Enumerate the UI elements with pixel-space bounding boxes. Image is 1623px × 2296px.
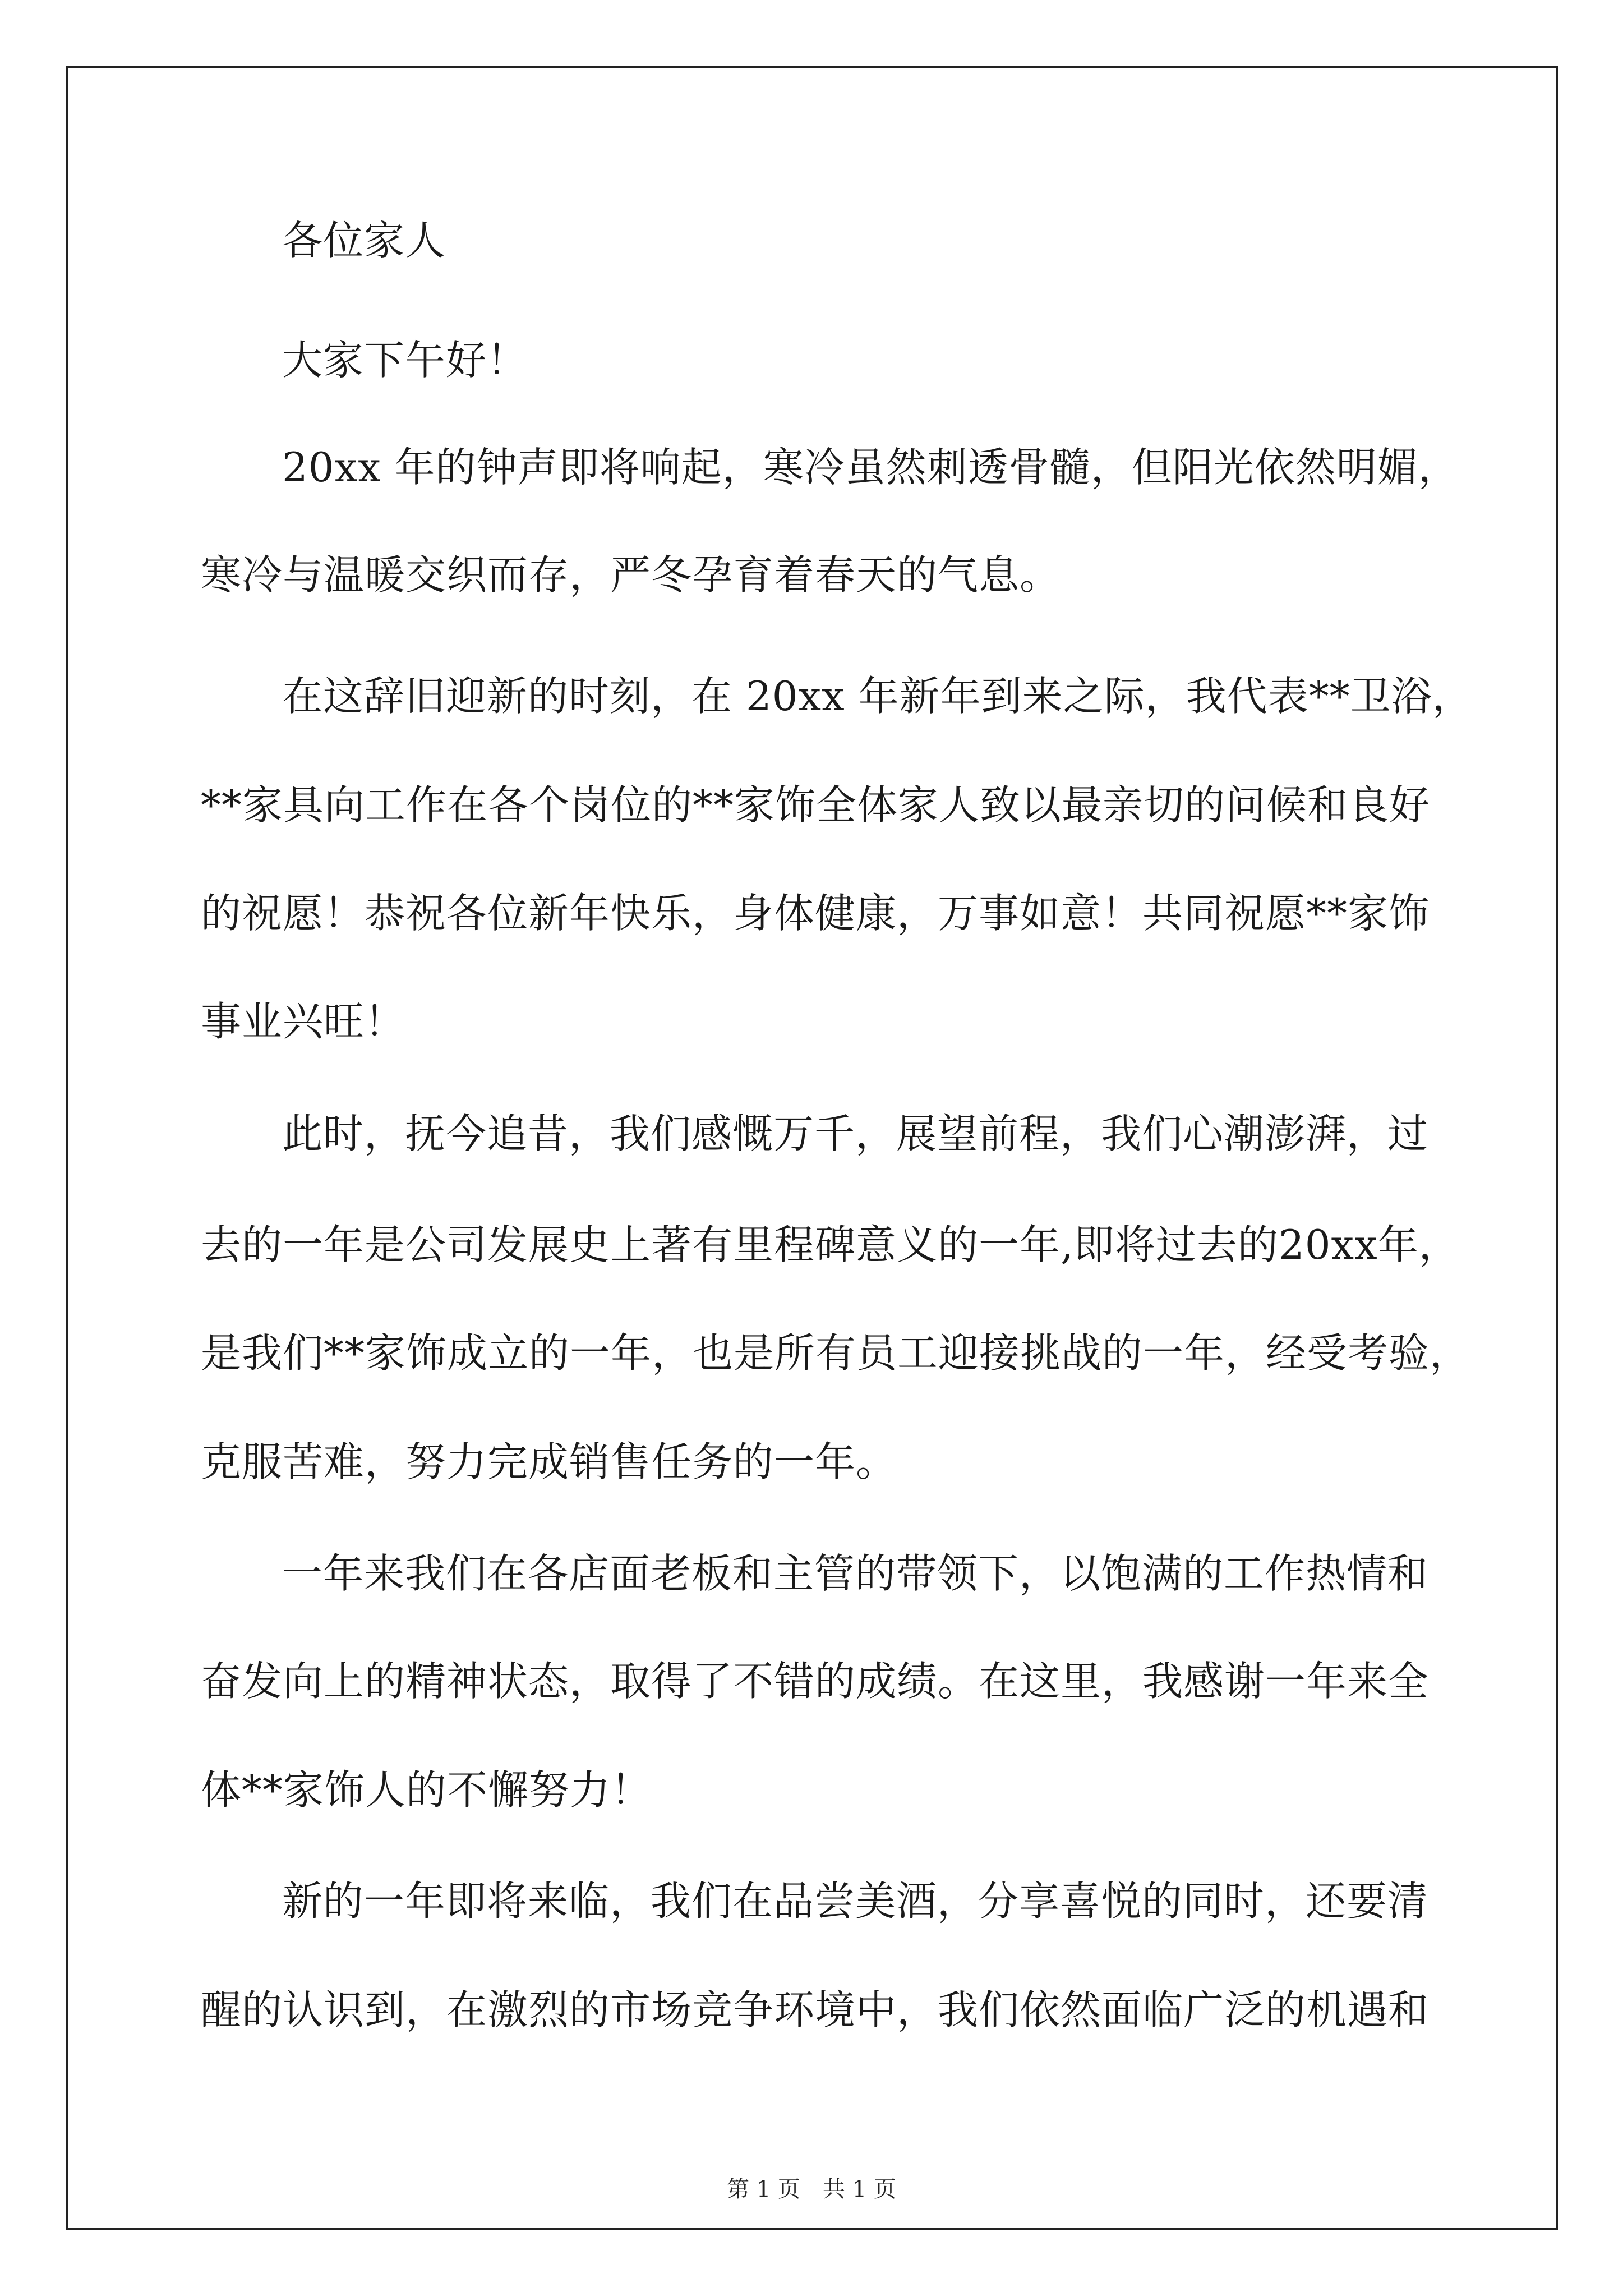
- document-line: 事业兴旺！: [201, 998, 406, 1045]
- document-line: 在这辞旧迎新的时刻，在 20xx 年新年到来之际，我代表**卫浴，: [282, 673, 1473, 720]
- document-line: 新的一年即将来临，我们在品尝美酒，分享喜悦的同时，还要清: [282, 1878, 1429, 1925]
- document-line: 各位家人: [282, 217, 446, 264]
- page-number-footer: 第 1 页 共 1 页: [727, 2177, 896, 2202]
- document-line: 大家下午好！: [282, 337, 528, 384]
- document-line: **家具向工作在各个岗位的**家饰全体家人致以最亲切的问候和良好: [201, 781, 1431, 829]
- document-line: 寒冷与温暖交织而存，严冬孕育着春天的气息。: [201, 551, 1061, 599]
- document-line: 体**家饰人的不懈努力！: [201, 1766, 652, 1814]
- document-line: 克服苦难，努力完成销售任务的一年。: [201, 1438, 897, 1485]
- document-line: 20xx 年的钟声即将响起，寒冷虽然刺透骨髓，但阳光依然明媚，: [282, 444, 1459, 491]
- document-line: 去的一年是公司发展史上著有里程碑意义的一年,即将过去的20xx年，: [201, 1221, 1460, 1268]
- document-line: 是我们**家饰成立的一年，也是所有员工迎接挑战的一年，经受考验，: [201, 1329, 1471, 1377]
- document-line: 一年来我们在各店面老板和主管的带领下，以饱满的工作热情和: [282, 1550, 1429, 1597]
- document-line: 奋发向上的精神状态，取得了不错的成绩。在这里，我感谢一年来全: [201, 1658, 1430, 1705]
- document-line: 的祝愿！恭祝各位新年快乐，身体健康，万事如意！共同祝愿**家饰: [201, 890, 1430, 937]
- document-line: 醒的认识到，在激烈的市场竞争环境中，我们依然面临广泛的机遇和: [201, 1986, 1430, 2033]
- document-line: 此时，抚今追昔，我们感慨万千，展望前程，我们心潮澎湃，过: [282, 1110, 1429, 1157]
